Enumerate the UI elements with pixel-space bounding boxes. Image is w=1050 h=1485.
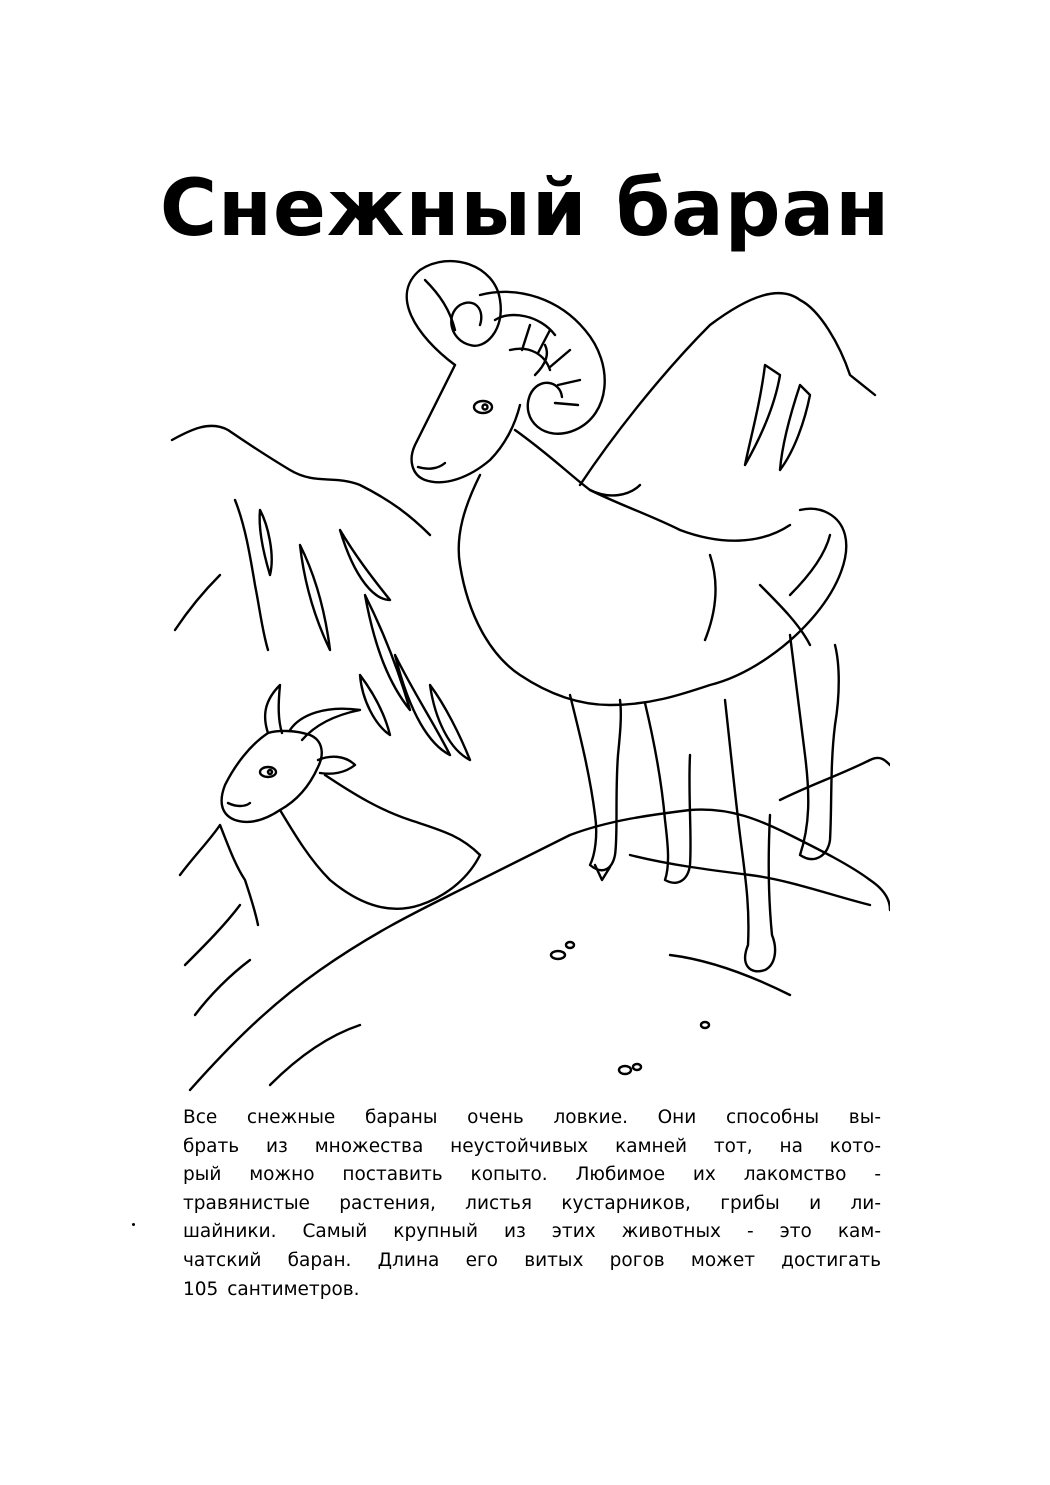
description-line: Все снежные бараны очень ловкие. Они способны вы- (183, 1107, 881, 1128)
description-line: брать из множества неустойчивых камней тот, на кото- (183, 1135, 881, 1157)
mountain-left (172, 426, 430, 535)
mountain-right (580, 293, 875, 485)
description-line: чатский баран. Длина его витых рогов может достигать (183, 1249, 881, 1271)
ram-leg (570, 695, 621, 870)
description-line: шайники. Самый крупный из этих животных - это кам- (183, 1221, 881, 1243)
ram-body (459, 475, 847, 705)
page-title: Снежный баран (159, 164, 891, 254)
ram-horn (407, 261, 501, 365)
description-line: 105 сантиметров. (183, 1278, 360, 1300)
rock-ledge (190, 810, 890, 1090)
description-line: рый можно поставить копыто. Любимое их лакомство - (183, 1164, 881, 1186)
description-text (183, 1104, 881, 1304)
ewe-horn (265, 685, 282, 733)
description-line: травянистые растения, листья кустарников, грибы и ли- (183, 1192, 881, 1214)
snow-sheep-illustration (150, 255, 890, 1095)
ram-head (412, 365, 520, 482)
print-speck (132, 1223, 135, 1226)
